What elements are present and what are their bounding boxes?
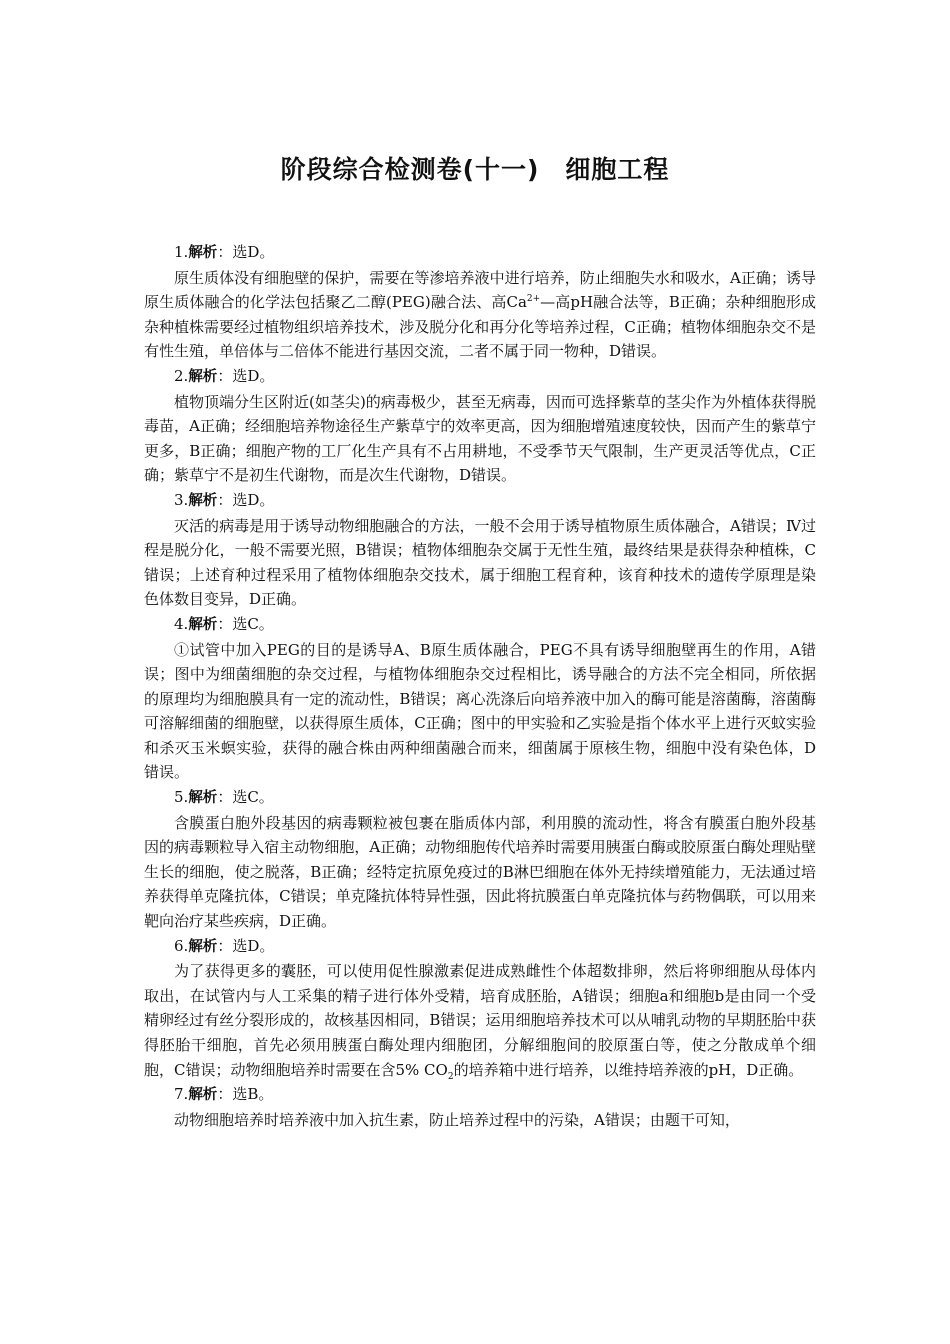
answer-content <box>144 240 816 1132</box>
answer-7-explanation: 动物细胞培养时培养液中加入抗生素，防止培养过程中的污染，A错误；由题干可知， <box>174 1110 740 1129</box>
answer-7-heading: 7.解析：选B。 <box>174 1085 274 1104</box>
title-sub: 细胞工程 <box>565 155 670 184</box>
answer-5-heading: 5.解析：选C。 <box>174 788 274 807</box>
answer-6-explanation: 为了获得更多的囊胚，可以使用促性腺激素促进成熟雌性个体超数排卵，然后将卵细胞从母体内取出，在试管内与人工采集的精子进行体外受精，培育成胚胎，A错误；细胞a和细胞b是由同一个受精卵经过有丝分裂形成的，故核基因相同，B错误；运用细胞培养技术可以从哺乳动物的早期胚胎中获得胚胎干细胞，首先必须用胰蛋白酶处理内细胞团，分解细胞间的胶原蛋白等，使之分散成单个细胞，C错误；动物细胞培养时需要在含5% $CO_2$的培养箱中进行培养，以维持培养液的pH，D正确。 <box>144 962 816 1082</box>
answer-5-explanation: 含膜蛋白胞外段基因的病毒颗粒被包裹在脂质体内部，利用膜的流动性，将含有膜蛋白胞外段基因的病毒颗粒导入宿主动物细胞，A正确；动物细胞传代培养时需要用胰蛋白酶或胶原蛋白酶处理贴壁生长的细胞，使之脱落，B正确；经特定抗原免疫过的B淋巴细胞在体外无持续增殖能力，无法通过培养获得单克隆抗体，C错误；单克隆抗体特异性强，因此将抗膜蛋白单克隆抗体与药物偶联，可以用来靶向治疗某些疾病，D正确。 <box>144 813 816 931</box>
answer-2-explanation: 植物顶端分生区附近(如茎尖)的病毒极少，甚至无病毒，因而可选择紫草的茎尖作为外植体获得脱毒苗，A正确；经细胞培养物途径生产紫草宁的效率更高，因为细胞增殖速度较快，因而产生的紫草宁更多，B正确；细胞产物的工厂化生产具有不占用耕地，不受季节天气限制，生产更灵活等优点，C正确；紫草宁不是初生代谢物，而是次生代谢物，D错误。 <box>144 392 816 485</box>
answer-3-heading: 3.解析：选D。 <box>174 490 275 509</box>
answer-4-explanation: ①试管中加入PEG的目的是诱导A、B原生质体融合，PEG不具有诱导细胞壁再生的作用，A错误；图中为细菌细胞的杂交过程，与植物体细胞杂交过程相比，诱导融合的方法不完全相同，所依据的原理均为细胞膜具有一定的流动性，B错误；离心洗涤后向培养液中加入的酶可能是溶菌酶，溶菌酶可溶解细菌的细胞壁，以获得原生质体，C正确；图中的甲实验和乙实验是指个体水平上进行灭蚊实验和杀灭玉米螟实验，获得的融合株由两种细菌融合而来，细菌属于原核生物，细胞中没有染色体，D错误。 <box>144 640 816 782</box>
answer-3-explanation: 灭活的病毒是用于诱导动物细胞融合的方法，一般不会用于诱导植物原生质体融合，A错误；Ⅳ过程是脱分化，一般不需要光照，B错误；植物体细胞杂交属于无性生殖，最终结果是获得杂种植株，C错误；上述育种过程采用了植物体细胞杂交技术，属于细胞工程育种，该育种技术的遗传学原理是染色体数目变异，D正确。 <box>144 516 816 609</box>
answer-2-heading: 2.解析：选D。 <box>174 366 275 385</box>
answer-1-heading: 1.解析：选D。 <box>174 243 275 261</box>
answer-1-explanation: 原生质体没有细胞壁的保护，需要在等渗培养液中进行培养，防止细胞失水和吸水，A正确；诱导原生质体融合的化学法包括聚乙二醇(PEG)融合法、高$Ca^{2+}—$高pH融合法等，B正确；杂种细胞形成杂种植株需要经过植物组织培养技术，涉及脱分化和再分化等培养过程，C正确；植物体细胞杂交不是有性生殖，单倍体与二倍体不能进行基因交流，二者不属于同一物种，D错误。 <box>144 268 816 361</box>
title-main: 阶段综合检测卷(十一) <box>280 155 540 184</box>
document-title <box>0 150 950 186</box>
answer-4-heading: 4.解析：选C。 <box>174 614 274 633</box>
answer-6-heading: 6.解析：选D。 <box>174 936 275 955</box>
